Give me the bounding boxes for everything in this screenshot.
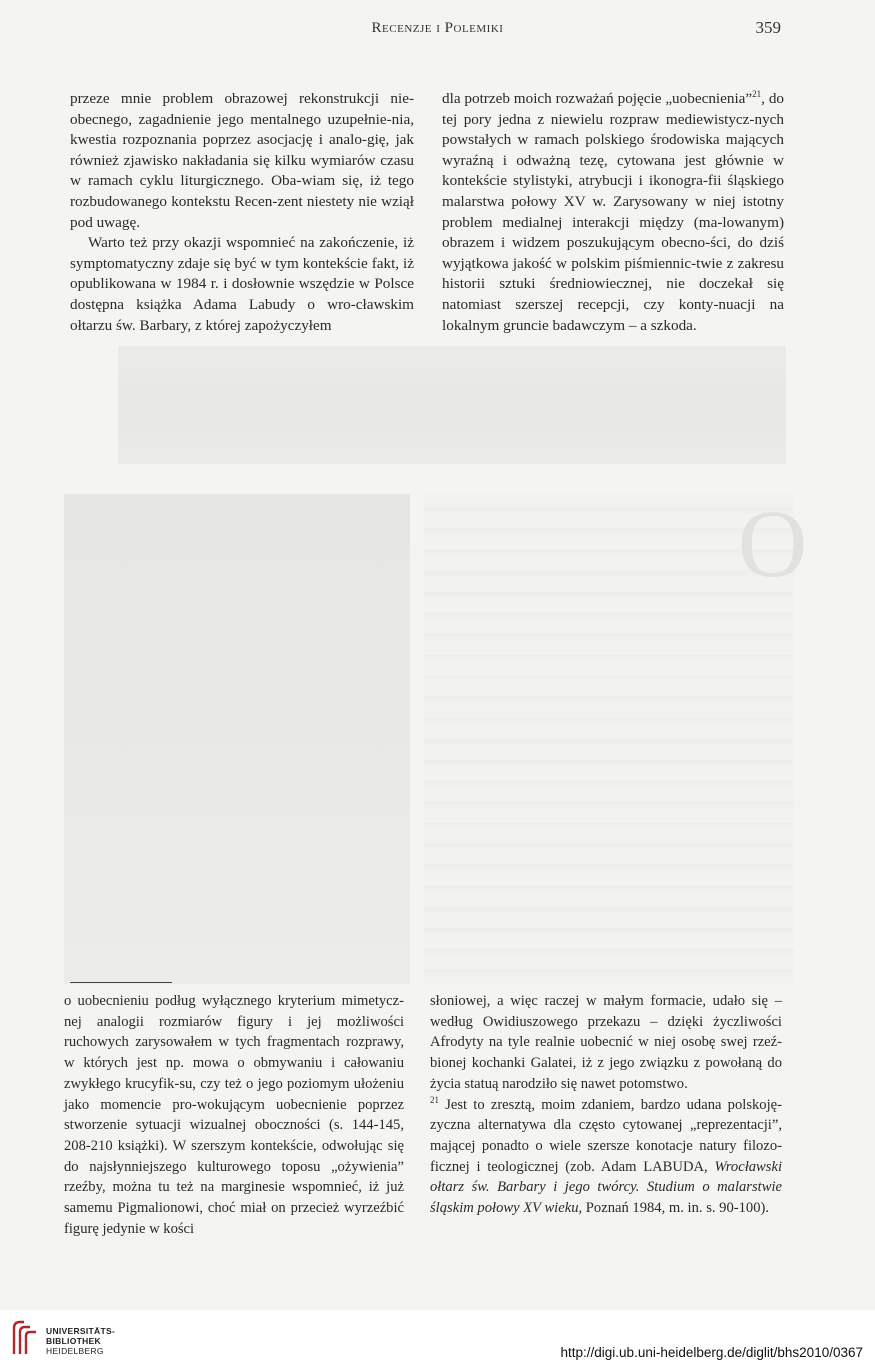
source-url-link[interactable]: http://digi.ub.uni-heidelberg.de/diglit/bhs2010/0367 — [560, 1345, 863, 1360]
body-text: dla potrzeb moich rozważań pojęcie „uobecnienia” — [442, 90, 753, 107]
body-text: , do tej pory jedna z niewielu rozpraw mediewistycz-nych powstałych w ramach polskiego środowiska mających wyraźną i odważną tezę, cytowana jest głównie w kontekście stylistyki, atrybucji i ikonogra-fii śląskiego malarstwa połowy XV w. Zarysowany w niej istotny problem medialnej interakcji między (ma-lowanym) obrazem i widzem poszukującym obecno-ści, do dziś wyjątkowa jakość w polskim piśmiennic-twie z zakresu historii sztuki średniowiecznej, nie doczekał się natomiast szerszej recepcji, czy konty-nuacji na lokalnym gruncie badawczym – a szkoda. — [442, 90, 785, 334]
body-paragraph: Warto też przy okazji wspomnieć na zakończenie, iż symptomatyczny zdaje się być w tym kontekście fakt, iż opublikowana w 1984 r. i dosłownie wszędzie w Polsce dostępna książka Adama Labudy o wro-cławskim ołtarzu św. Barbary, z której zapożyczyłem — [70, 234, 414, 334]
show-through-drop-cap: O — [738, 490, 808, 597]
library-name: UNIVERSITÄTS- BIBLIOTHEK HEIDELBERG — [46, 1326, 116, 1356]
library-logo[interactable] — [10, 1318, 120, 1362]
book-title: Wrocławski ołtarz św. Barbary i jego twórcy. Studium o malarstwie śląskim połowy XV wieku — [430, 1158, 782, 1217]
body-column-left — [70, 89, 414, 336]
footnote-text: , Poznań 1984, m. in. s. 90-100). — [578, 1200, 770, 1217]
footnote-21 — [430, 1095, 782, 1219]
footnote-column-right — [430, 991, 782, 1219]
footnote-number: 21 — [430, 1094, 439, 1105]
footnote-ref-21: 21 — [752, 88, 762, 99]
library-emblem-icon — [10, 1318, 40, 1358]
footnote-text: słoniowej, a więc raczej w małym formacie, udało się – według Owidiuszowego przekazu – dzięki życzliwości Afrodyty na tyle realnie uobecnić w niej osobę swej rzeź-bionej kochanki Galatei, iż z jego związku z powołaną do życia statuą narodziło się nawet potomstwo. — [430, 993, 782, 1092]
footer-bar — [0, 1310, 875, 1372]
footnote-rule — [70, 982, 172, 983]
footnote-column-left — [64, 991, 404, 1239]
page-number: 359 — [755, 18, 781, 37]
body-paragraph — [442, 89, 784, 336]
show-through-band — [118, 346, 786, 464]
show-through-image — [64, 494, 410, 984]
body-column-right — [442, 89, 784, 336]
footnote-text: o uobecnieniu podług wyłącznego kryterium mimetycz-nej analogii rozmiarów figury i jej możliwości ruchowych zarysowałem w tych fragmentach rozprawy, w których jest np. mowa o obmywaniu i całowaniu zwykłego krucyfik-su, czy też o jego poziomym ułożeniu jako momencie pro-wokującym uobecnienie poprzez stworzenie sytuacji wizualnej oboczności (s. 144-145, 208-210 książki). W szerszym kontekście, odwołując się do najsłynniejszego kulturowego toposu „ożywienia” rzeźby, można tu też na marginesie wspomnieć, iż już samemu Pigmalionowi, choć miał on przecież wyrzeźbić figurę jedynie w kości — [64, 993, 404, 1237]
body-paragraph: przeze mnie problem obrazowej rekonstrukcji nie-obecnego, zagadnienie jego mentalnego uzupełnie-nia, kwestia rozpoznania poprzez asocjację i analo-gię, jak również zjawisko nakładania się kilku wymiarów czasu w ramach cyklu liturgicznego. Oba-wiam się, iż tego rozbudowanego kontekstu Recen-zent niestety nie wziął pod uwagę. — [70, 90, 414, 231]
running-head: Recenzje i Polemiki — [371, 20, 504, 36]
footnote-text: Jest to zresztą, moim zdaniem, bardzo udana polskoję-zyczna alternatywa dla często cytowanej „reprezentacji”, mającej ponadto o wiele szersze konotacje natury filozo-ficznej i teologicznej (zob. Adam LABUDA, — [430, 1096, 782, 1175]
